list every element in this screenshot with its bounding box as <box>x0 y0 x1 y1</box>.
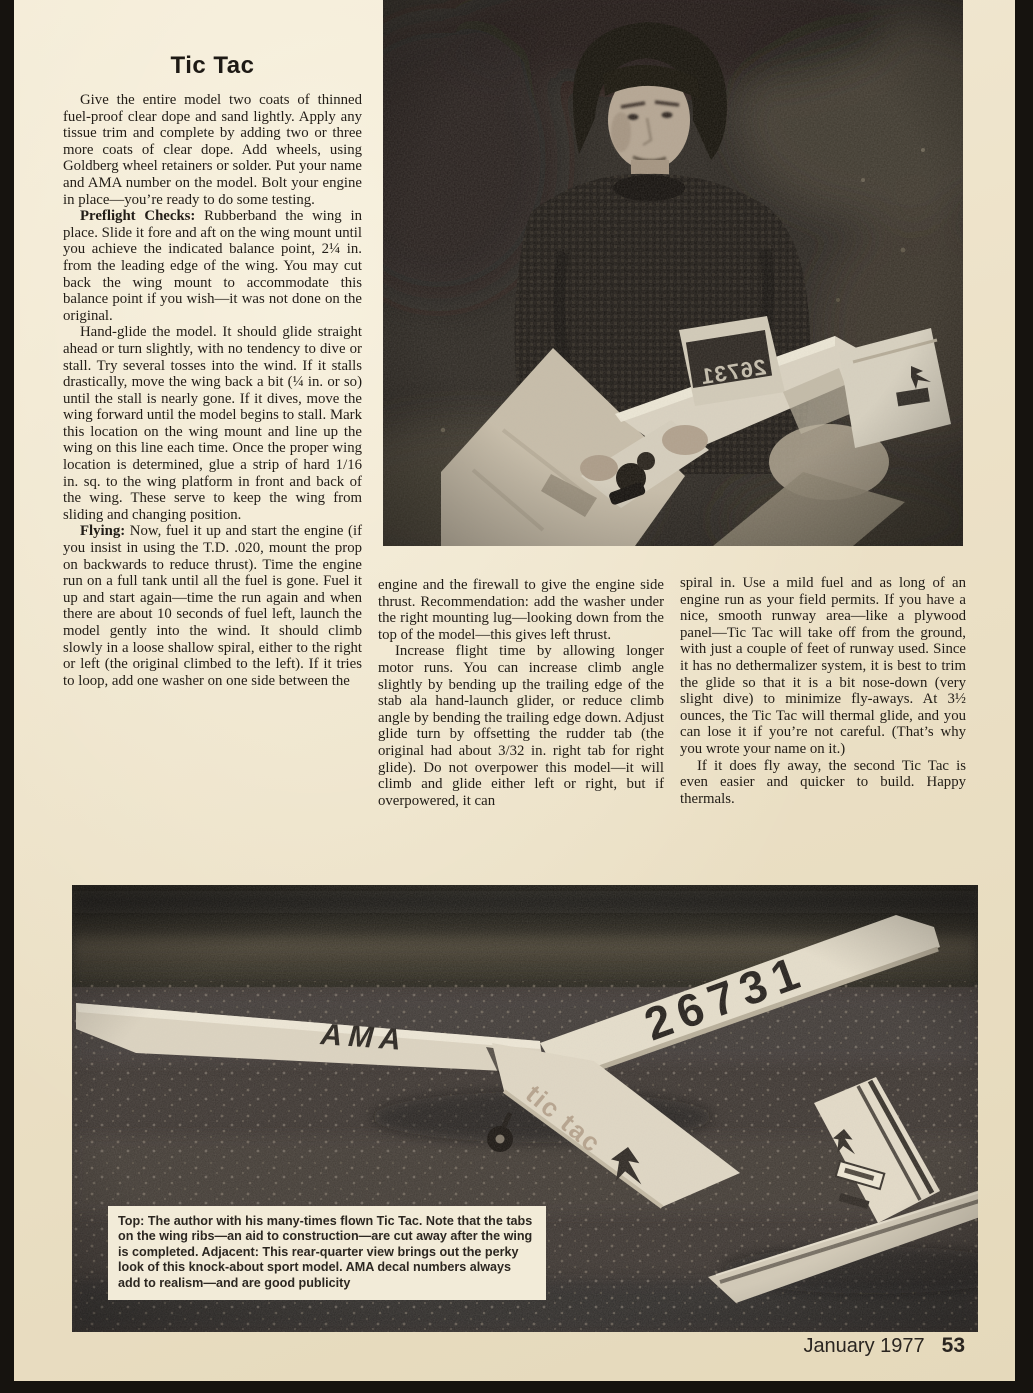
paragraph: Preflight Checks: Rubberband the wing in place. Slide it fore and aft on the wing mount until you achieve the indicated balance point, 2¼ in. from the leading edge of the wing. You may cut back the wing mount to accommodate this balance point if you wish—it was not done on the original. <box>63 208 362 324</box>
column-right <box>680 575 966 807</box>
paragraph: spiral in. Use a mild fuel and as long of an engine run as your field permits. If you have a nice, smooth runway area—like a plywood panel—Tic Tac will take off from the ground, with just a couple of feet of runway used. Since it has no dethermalizer system, it is best to trim the glide so that it is a bit nose-down (very slight dive) to minimize fly-aways. At 3½ ounces, the Tic Tac will thermal glide, and you can lose it if you’re not careful. (That’s why you wrote your name on it.) <box>680 575 966 757</box>
footer-page-number: 53 <box>941 1334 965 1357</box>
paragraph: engine and the firewall to give the engine side thrust. Recommendation: add the washer under the right mounting lug—looking down from the top of the model—this gives left thrust. <box>378 577 664 643</box>
page-footer <box>614 1334 965 1358</box>
column-left <box>63 92 362 689</box>
paragraph: Flying: Now, fuel it up and start the engine (if you insist in using the T.D. .020, mount the prop on backwards to reduce thrust). Time the engine run on a full tank until all the fuel is gone. Fuel it up and start again—time the run again and when there are about 10 seconds of fuel left, launch the model gently into the wind. It should climb slowly in a loose shallow spiral, either to the right or left (the original climbed to the left). If it tries to loop, add one washer on one side between the <box>63 523 362 689</box>
paragraph: Hand-glide the model. It should glide straight ahead or turn slightly, with no tendency to dive or stall. Try several tosses into the wind. If it stalls drastically, move the wing back a bit (¼ in. or so) until the stall is nearly gone. If it dives, move the wing forward until the model begins to stall. Mark this location on the wing mount and line up the wing on this line each time. Once the proper wing location is determined, glue a strip of hard 1/16 in. sq. to the wing platform in front and back of the wing. These serve to keep the wing from sliding and changing position. <box>63 324 362 523</box>
footer-issue-date: January 1977 <box>803 1335 925 1357</box>
paragraph: If it does fly away, the second Tic Tac is even easier and quicker to build. Happy thermals. <box>680 757 966 807</box>
paragraph: Give the entire model two coats of thinned fuel-proof clear dope and sand lightly. Apply any tissue trim and complete by adding two or three more coats of clear dope. Add wheels, using Goldberg wheel retainers or solder. Put your name and AMA number on the model. Bolt your engine in place—you’re ready to do some testing. <box>63 92 362 208</box>
caption-text: Top: The author with his many-times flown Tic Tac. Note that the tabs on the wing ribs—an aid to construction—are cut away after the wing is completed. Adjacent: This rear-quarter view brings out the perky look of this knock-about sport model. AMA decal numbers always add to realism—and are good publicity <box>118 1214 533 1290</box>
photo-model-on-pavement <box>72 885 978 1332</box>
column-middle <box>378 577 664 809</box>
photo-author-illustration <box>383 0 963 546</box>
caption-box <box>108 1206 546 1300</box>
photo-author-with-model <box>383 0 963 546</box>
article-title: Tic Tac <box>170 52 255 79</box>
magazine-page <box>14 0 1015 1381</box>
paragraph: Increase flight time by allowing longer motor runs. You can increase climb angle slightly by bending up the trailing edge of the stab ala hand-launch glider, or reduce climb angle by bending the trailing edge down. Adjust glide turn by offsetting the rudder tab (the original had about 3/32 in. right tab for right glide). Do not overpower this model—it will climb and glide either left or right, but if overpowered, it can <box>378 643 664 809</box>
